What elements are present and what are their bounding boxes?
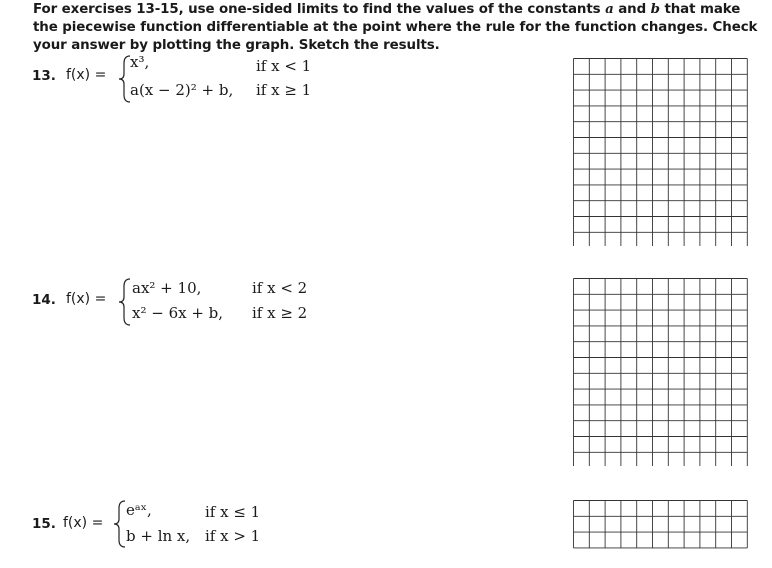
exercise-number: 15. bbox=[32, 516, 56, 532]
piece-condition: if x > 1 bbox=[205, 527, 261, 545]
instructions-and: and bbox=[618, 2, 647, 17]
var-a: a bbox=[605, 1, 614, 17]
exercise-number: 14. bbox=[32, 292, 56, 308]
graph-grid-15 bbox=[573, 500, 763, 556]
instructions-text-1: For exercises 13-15, use one-sided limits to find the values of the constants bbox=[33, 2, 601, 17]
piece-condition: if x ≥ 2 bbox=[252, 304, 308, 322]
function-label: f(x) = bbox=[63, 515, 104, 531]
exercise-15 bbox=[0, 498, 560, 568]
piece-condition: if x < 1 bbox=[256, 57, 312, 75]
piece-expression: a(x − 2)² + b, bbox=[130, 81, 234, 99]
piece-condition: if x ≤ 1 bbox=[205, 503, 261, 521]
left-brace bbox=[113, 500, 127, 548]
instructions-text-2: that make the piecewise function differentiable at the point where the rule for the function changes. Check your answer by plotting the graph. Sketch the results. bbox=[33, 2, 758, 53]
piece-condition: if x < 2 bbox=[252, 279, 308, 297]
graph-grid-13 bbox=[573, 58, 763, 246]
exercise-14 bbox=[0, 278, 560, 348]
piece-expression: x² − 6x + b, bbox=[132, 304, 224, 322]
exercise-13 bbox=[0, 55, 560, 125]
piece-expression: b + ln x, bbox=[126, 527, 191, 545]
function-label: f(x) = bbox=[66, 291, 107, 307]
exercise-number: 13. bbox=[32, 68, 56, 84]
graph-grid-14 bbox=[573, 278, 763, 466]
var-b: b bbox=[650, 1, 660, 17]
instructions bbox=[33, 0, 763, 55]
piece-expression: eᵃˣ, bbox=[126, 501, 152, 519]
left-brace bbox=[118, 278, 132, 326]
piece-expression: x³, bbox=[130, 53, 150, 71]
piece-condition: if x ≥ 1 bbox=[256, 81, 312, 99]
piece-expression: ax² + 10, bbox=[132, 279, 202, 297]
function-label: f(x) = bbox=[66, 67, 107, 83]
